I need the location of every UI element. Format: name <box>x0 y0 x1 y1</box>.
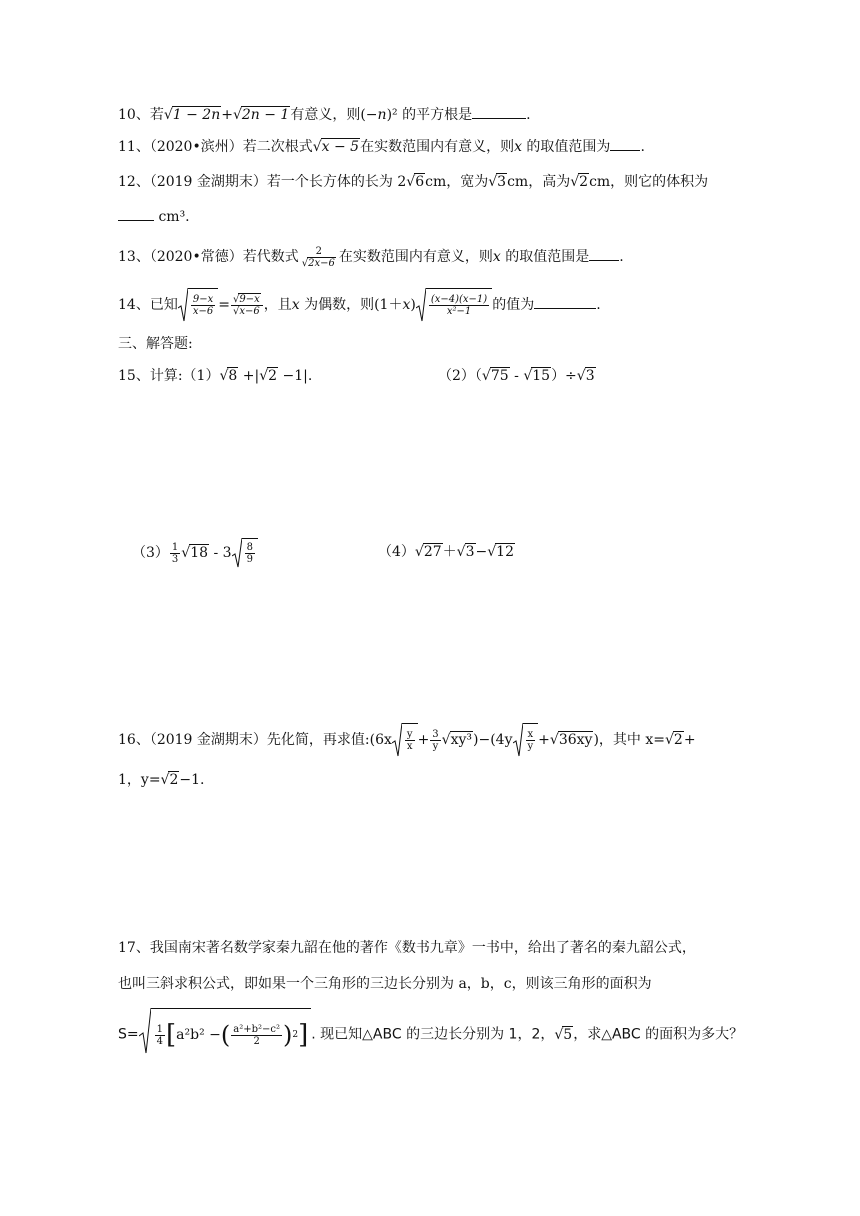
sqrt-expression: √2 <box>160 772 179 788</box>
denominator: y <box>527 741 534 752</box>
question-number: 10、 <box>118 107 150 123</box>
sqrt-fraction <box>232 538 258 568</box>
radicand: 18 <box>190 545 209 561</box>
text: 的取值范围是 <box>500 249 590 265</box>
text: . <box>640 139 645 155</box>
sqrt-expression: √27 <box>414 544 442 560</box>
section-label: 三、解答题: <box>118 336 193 352</box>
left-paren: ( <box>220 1021 231 1049</box>
sqrt-expression: √2n − 1 <box>232 107 290 123</box>
numerator: 1 <box>171 541 179 553</box>
question-16-line2 <box>118 770 204 790</box>
denominator: x²−1 <box>446 306 472 317</box>
text: cm，宽为 <box>425 174 489 190</box>
sqrt-expression: √x − 5 <box>312 139 360 155</box>
question-15-part-2 <box>438 366 596 386</box>
question-number: 15、 <box>118 368 150 384</box>
text: 也叫三斜求积公式，即如果一个三角形的三边长分别为 a，b，c，则该三角形的面积为 <box>118 976 652 992</box>
text: ）÷ <box>551 368 577 384</box>
sqrt-expression: √75 <box>481 368 509 384</box>
text: ，且 <box>263 297 292 313</box>
section-heading <box>118 334 193 354</box>
text: 若二次根式 <box>242 139 313 155</box>
question-number: 11、 <box>118 139 150 155</box>
denominator: 9 <box>246 554 253 565</box>
radicand: 27 <box>423 544 442 560</box>
sqrt-expression: √8 <box>219 368 238 384</box>
operator: = <box>218 297 230 313</box>
left-bracket: [ <box>166 1020 177 1050</box>
right-paren: ) <box>283 1021 293 1049</box>
variable: x <box>492 249 501 265</box>
radicand: 2 <box>268 368 278 384</box>
text: 有意义，则(− <box>290 107 378 123</box>
question-number: 12、 <box>118 174 150 190</box>
text: 计算:（1） <box>149 368 220 384</box>
radicand: 36xy <box>558 732 593 748</box>
text: 为偶数，则(1＋ <box>299 297 403 313</box>
question-17-line2 <box>118 974 652 994</box>
text: 在实数范围内有意义，则 <box>360 139 515 155</box>
radicand: 8 <box>228 368 238 384</box>
variable: n <box>377 107 387 123</box>
sqrt-expression: √5 <box>554 1026 573 1043</box>
operator: + <box>221 107 233 123</box>
numerator: 9−x <box>192 294 214 305</box>
sqrt-expression: √xy³ <box>441 732 473 748</box>
question-15-part-3 <box>132 538 258 568</box>
text: . <box>596 297 601 313</box>
question-13 <box>118 244 624 270</box>
denominator: x−6 <box>192 306 214 317</box>
text: 若一个长方体的长为 2 <box>266 174 407 190</box>
sqrt-expression: √6 <box>406 174 425 190</box>
radicand: 2 <box>169 772 179 788</box>
text: 若 <box>149 107 164 123</box>
answer-blank[interactable] <box>472 104 526 119</box>
variable: x <box>291 297 300 313</box>
numerator: 1 <box>156 1023 163 1035</box>
sqrt-expression: √36xy <box>549 732 593 748</box>
sqrt-expression: √3 <box>488 174 507 190</box>
operator: − <box>475 544 488 560</box>
variable: x <box>402 297 411 313</box>
sqrt-expression: √1 − 2n <box>163 107 221 123</box>
sqrt-expression: √3 <box>576 368 595 384</box>
radicand: 9−x <box>239 293 260 305</box>
denominator: x <box>406 741 413 752</box>
text: )，其中 x= <box>593 732 665 748</box>
numerator: 3 <box>432 728 439 740</box>
source-tag: （2020•滨州） <box>149 139 243 155</box>
answer-blank[interactable] <box>589 246 619 261</box>
sqrt-fraction <box>416 288 492 322</box>
radicand: xy³ <box>450 732 473 748</box>
fraction <box>300 246 338 269</box>
answer-blank[interactable] <box>118 206 154 221</box>
sqrt-fraction <box>178 288 218 322</box>
operator: + <box>417 732 430 748</box>
question-15-part-4 <box>378 542 515 562</box>
variable: x <box>514 139 522 155</box>
question-12 <box>118 172 708 192</box>
operator: + <box>538 732 550 748</box>
text: . 现已知△ABC 的三边长分别为 1，2， <box>311 1026 555 1043</box>
sqrt-expression: √18 <box>181 545 209 561</box>
text: −1|. <box>278 368 313 384</box>
denominator: y <box>432 740 439 752</box>
question-10 <box>118 104 531 125</box>
text: 先化简，再求值:(6x <box>266 732 392 748</box>
source-tag: （2019 金湖期末） <box>149 174 267 190</box>
operator: ＋ <box>442 544 457 560</box>
text: 1，y= <box>118 772 161 788</box>
text: ，求△ABC 的面积为多大？ <box>573 1026 744 1043</box>
source-tag: （2020•常德） <box>149 249 243 265</box>
radicand: 2n − 1 <box>241 107 290 123</box>
numerator: (x−4)(x−1) <box>430 294 488 305</box>
denominator: 2 <box>253 1035 260 1047</box>
radicand: 3 <box>465 544 475 560</box>
question-15-part-1 <box>118 366 312 386</box>
radicand: 3 <box>497 174 507 190</box>
text: （4） <box>378 544 415 560</box>
text: −1. <box>179 772 205 788</box>
text: . <box>526 107 531 123</box>
numerator: a²+b²−c² <box>233 1023 280 1035</box>
operator: - <box>509 368 524 384</box>
sqrt-expression: √12 <box>487 544 514 560</box>
fraction <box>430 729 440 752</box>
denominator: √2x−6 <box>301 257 335 269</box>
radicand: 5 <box>563 1026 573 1043</box>
text: （2）（ <box>438 368 482 384</box>
radicand: 2 <box>579 174 589 190</box>
operator: - 3 <box>209 545 232 561</box>
question-14 <box>118 288 601 322</box>
operator: + <box>683 732 696 748</box>
unit: cm³. <box>154 209 190 225</box>
question-number: 13、 <box>118 249 150 265</box>
radicand: 75 <box>490 368 509 384</box>
text: （3） <box>132 545 169 561</box>
question-16 <box>118 722 696 758</box>
question-number: 14、 <box>118 297 150 313</box>
text: 的值为 <box>492 297 535 313</box>
denominator: 3 <box>171 553 179 565</box>
question-number: 16、 <box>118 732 150 748</box>
text: 在实数范围内有意义，则 <box>338 249 493 265</box>
sqrt-fraction <box>392 723 418 757</box>
radicand: 6 <box>415 174 425 190</box>
text: a²b² − <box>176 1027 221 1043</box>
right-bracket: ] <box>298 1020 309 1050</box>
source-tag: （2019 金湖期末） <box>149 732 267 748</box>
numerator: x <box>527 729 534 740</box>
sqrt-expression: √2 <box>259 368 278 384</box>
radicand: x−6 <box>239 305 260 317</box>
text: cm，高为 <box>507 174 571 190</box>
question-number: 17、 <box>118 940 150 956</box>
sqrt-expression: √2 <box>664 732 683 748</box>
fraction <box>170 542 180 565</box>
question-17-line3 <box>118 1008 743 1061</box>
text: 的取值范围为 <box>521 139 611 155</box>
text: cm，则它的体积为 <box>589 174 709 190</box>
radicand: 1 − 2n <box>172 107 221 123</box>
radicand: 12 <box>496 544 514 560</box>
answer-blank[interactable] <box>610 136 640 151</box>
numerator: y <box>406 729 413 740</box>
sqrt-expression: √15 <box>523 368 551 384</box>
answer-blank[interactable] <box>534 294 596 309</box>
text: ) <box>410 297 416 313</box>
exponent: 2 <box>292 1030 299 1040</box>
radicand: 2 <box>673 732 683 748</box>
text: S= <box>118 1026 139 1043</box>
radicand: 2x−6 <box>308 257 335 269</box>
text: 若代数式 <box>242 249 299 265</box>
text: . <box>619 249 624 265</box>
text: )² 的平方根是 <box>386 107 473 123</box>
radicand: x − 5 <box>321 139 360 155</box>
text: 已知 <box>149 297 178 313</box>
radicand: 15 <box>532 368 551 384</box>
numerator: 8 <box>246 542 253 553</box>
denominator: 4 <box>156 1035 163 1047</box>
radicand: 3 <box>585 368 595 384</box>
heron-formula <box>139 1008 312 1061</box>
text: +| <box>238 368 260 384</box>
fraction: $\frac{√9-x}{√x-6}$ <box>231 294 263 317</box>
text: )−(4y <box>473 732 513 748</box>
question-11 <box>118 136 645 157</box>
text: 我国南宋著名数学家秦九韶在他的著作《数书九章》一书中，给出了著名的秦九韶公式， <box>149 940 696 956</box>
sqrt-expression: √3 <box>456 544 475 560</box>
question-12-line2 <box>118 206 190 227</box>
sqrt-fraction <box>513 723 539 757</box>
question-17-line1 <box>118 938 696 958</box>
numerator: 2 <box>315 245 322 257</box>
sqrt-expression: √2 <box>570 174 589 190</box>
